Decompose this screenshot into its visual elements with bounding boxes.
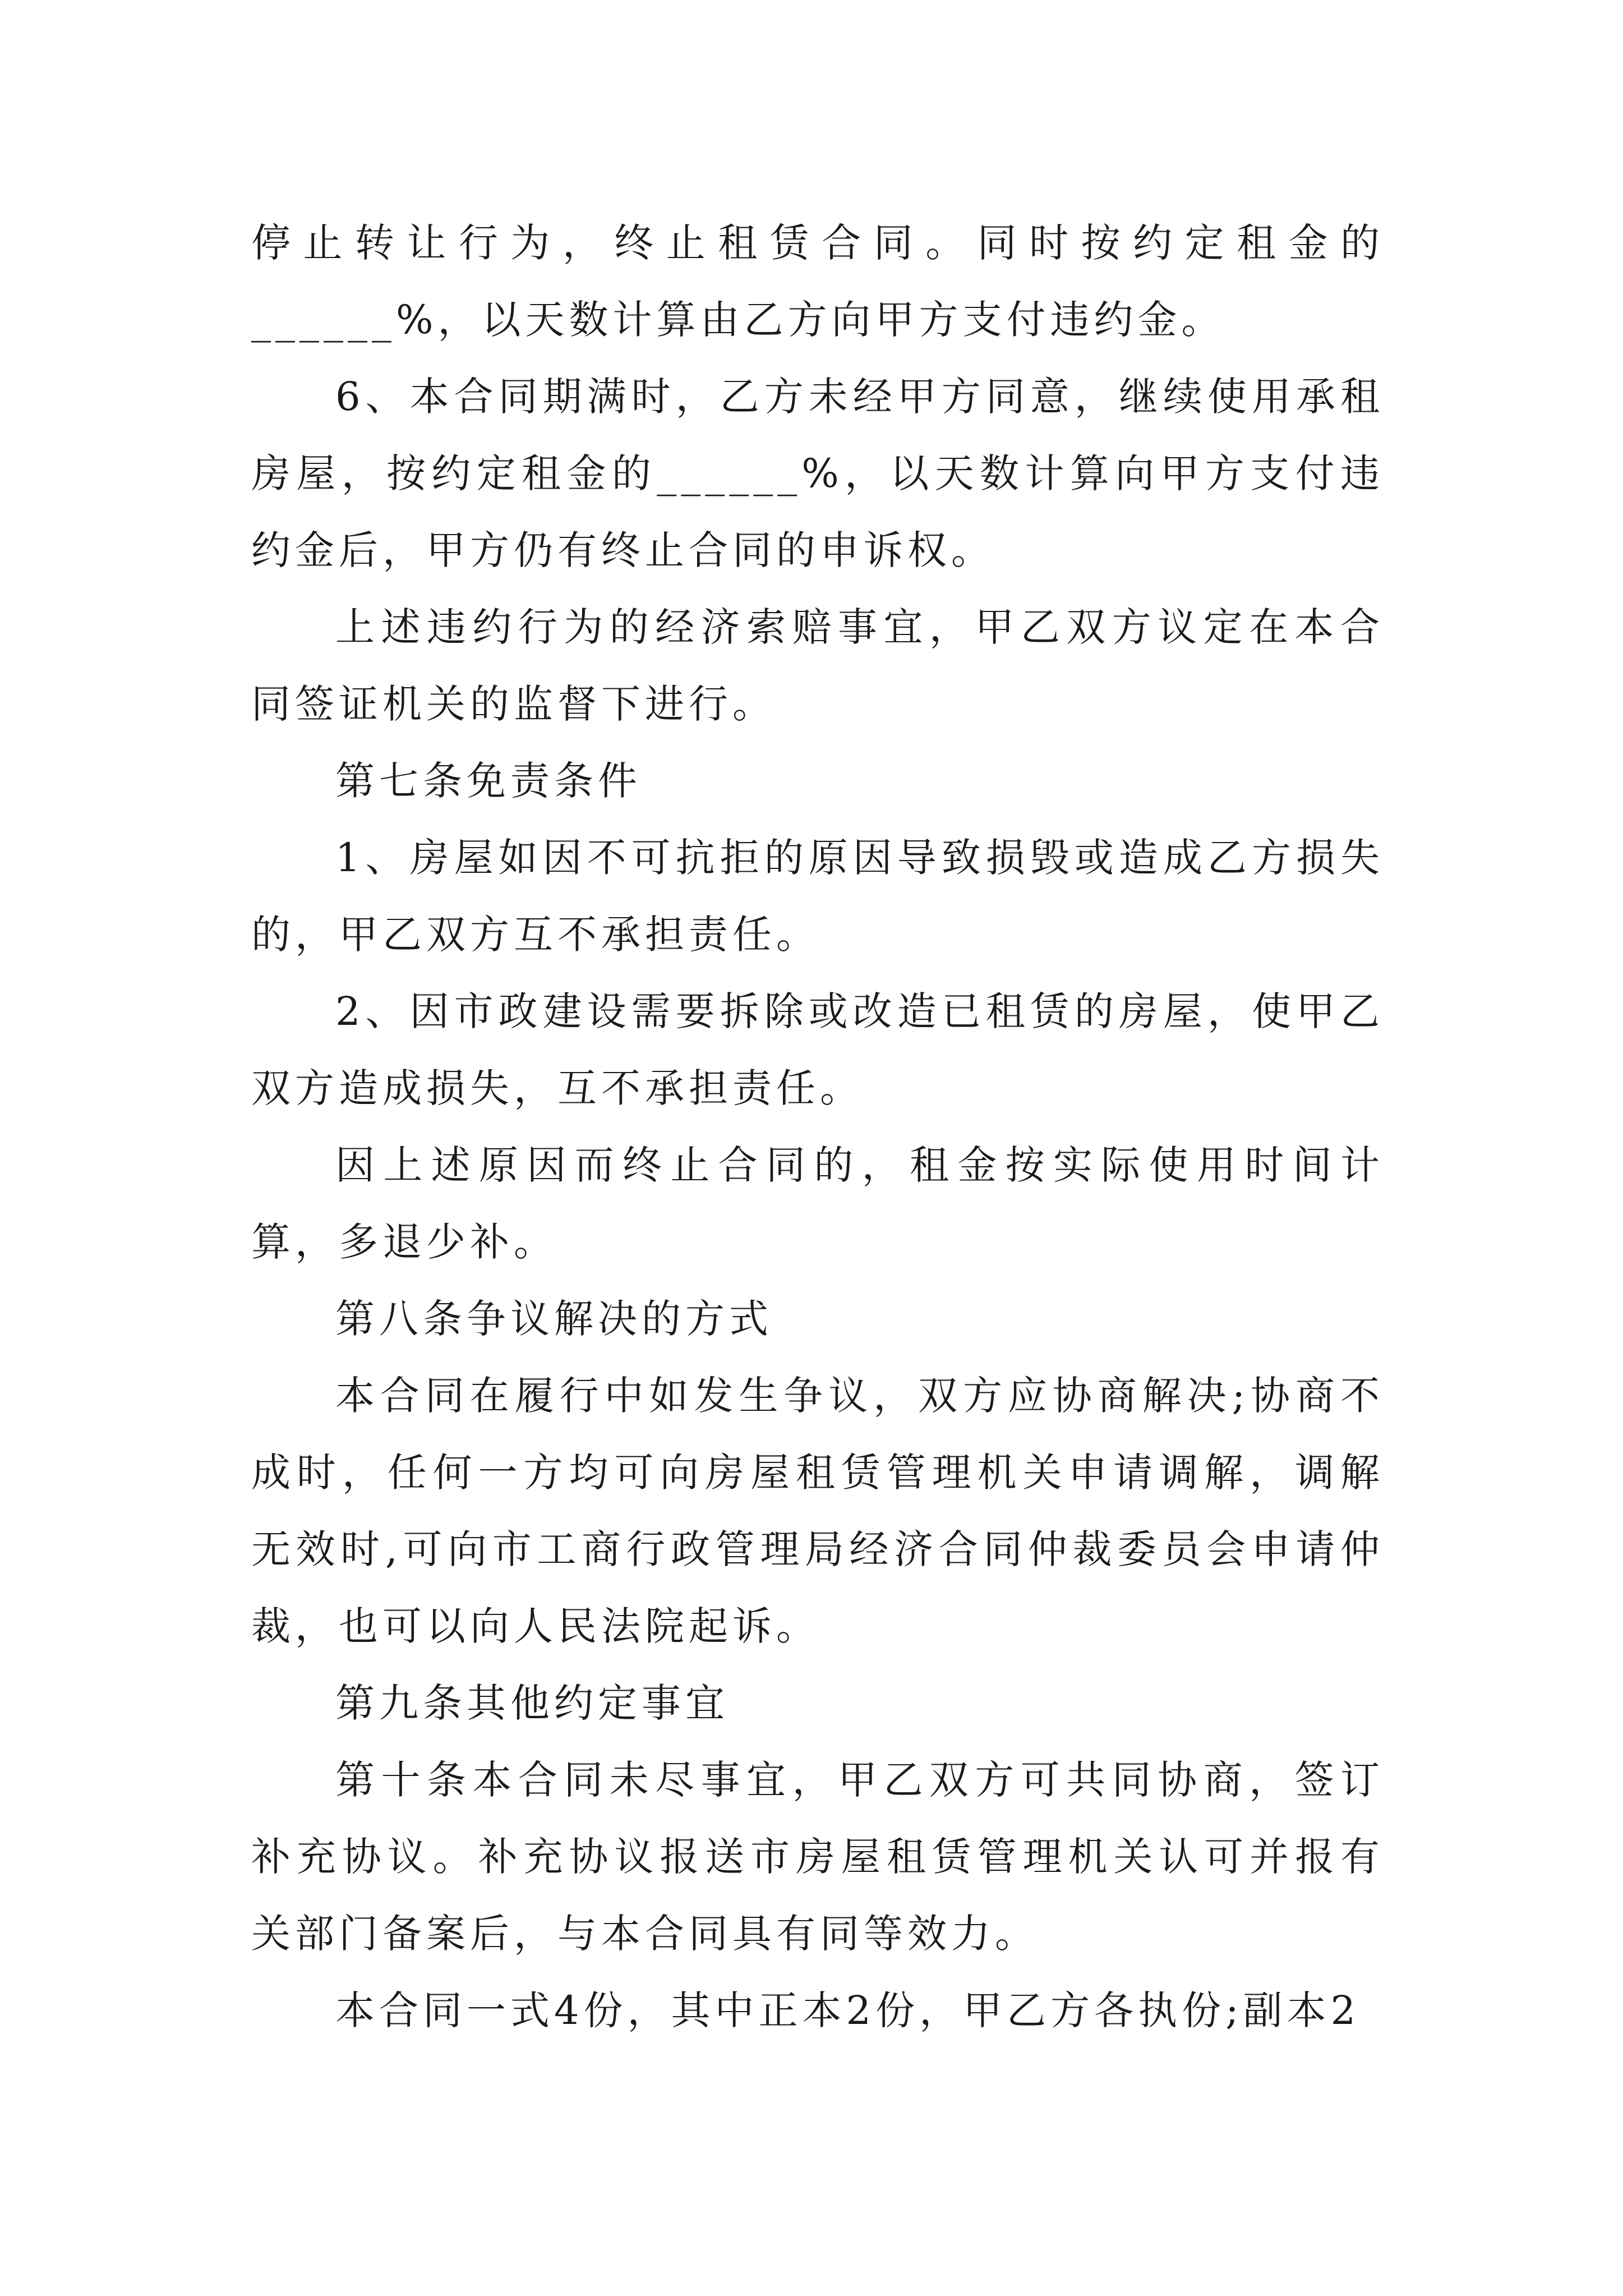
paragraph-compensation-supervision: 上述违约行为的经济索赔事宜，甲乙双方议定在本合同签证机关的监督下进行。 <box>251 604 1384 727</box>
paragraph-dispute-resolution: 本合同在履行中如发生争议，双方应协商解决;协商不成时，任何一方均可向房屋租赁管理机关申请调解，调解无效时,可向市工商行政管理局经济合同仲裁委员会申请仲裁，也可以向人民法院起诉。 <box>251 1373 1384 1649</box>
paragraph-transfer-penalty: 停止转让行为，终止租赁合同。同时按约定租金的______%，以天数计算由乙方向甲方支付违约金。 <box>251 220 1384 343</box>
paragraph-copies: 本合同一式4份，其中正本2份，甲乙方各执份;副本2 <box>335 1987 1361 2033</box>
paragraph-rent-settlement: 因上述原因而终止合同的，租金按实际使用时间计算，多退少补。 <box>251 1142 1384 1265</box>
document-body <box>251 205 1384 2049</box>
paragraph-overdue-use-penalty: 6、本合同期满时，乙方未经甲方同意，继续使用承租房屋，按约定租金的______%，以天数计算向甲方支付违约金后，甲方仍有终止合同的申诉权。 <box>251 374 1384 573</box>
heading-article-9: 第九条其他约定事宜 <box>335 1680 729 1726</box>
paragraph-force-majeure: 1、房屋如因不可抗拒的原因导致损毁或造成乙方损失的，甲乙双方互不承担责任。 <box>251 835 1384 958</box>
paragraph-municipal-demolition: 2、因市政建设需要拆除或改造已租赁的房屋，使甲乙双方造成损失，互不承担责任。 <box>251 988 1384 1111</box>
paragraph-article-10-supplement: 第十条本合同未尽事宜，甲乙双方可共同协商，签订补充协议。补充协议报送市房屋租赁管理机关认可并报有关部门备案后，与本合同具有同等效力。 <box>251 1757 1384 1957</box>
heading-article-7: 第七条免责条件 <box>335 758 642 804</box>
heading-article-8: 第八条争议解决的方式 <box>335 1296 773 1342</box>
